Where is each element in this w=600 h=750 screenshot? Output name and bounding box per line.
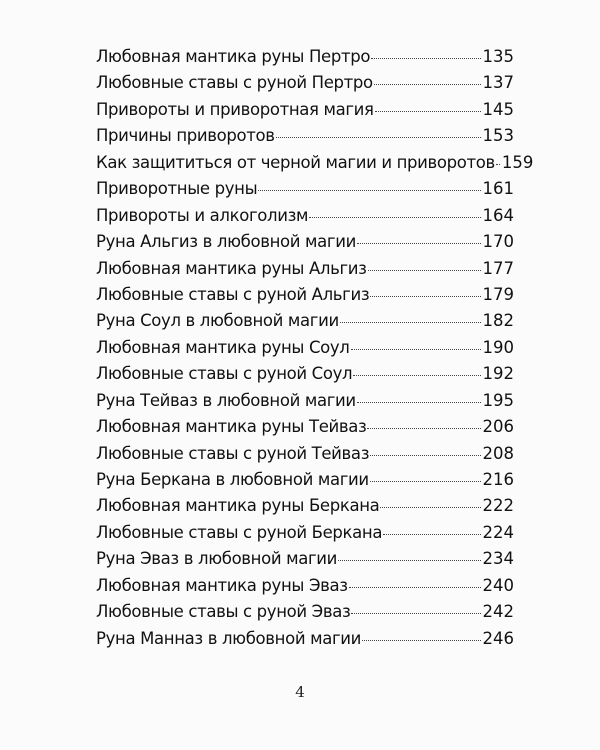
toc-entry	[96, 441, 514, 467]
toc-entry-title: Любовная мантика руны Соул	[96, 337, 350, 357]
dot-leader	[496, 163, 500, 165]
toc-entry	[96, 573, 514, 599]
toc-entry-title: Любовная мантика руны Альгиз	[96, 258, 367, 278]
toc-entry	[96, 229, 514, 255]
toc-entry-title: Любовные ставы с руной Эваз	[96, 602, 351, 622]
toc-entry-title: Руна Манназ в любовной магии	[96, 628, 362, 648]
dot-leader	[362, 639, 480, 641]
toc-entry-page: 242	[482, 602, 514, 622]
page-number: 4	[295, 683, 305, 701]
toc-entry-page: 164	[482, 205, 514, 225]
dot-leader	[351, 612, 480, 614]
dot-leader	[375, 110, 481, 112]
dot-leader	[370, 480, 481, 482]
dot-leader	[338, 559, 480, 561]
toc-entry	[96, 44, 514, 70]
dot-leader	[258, 189, 480, 191]
toc-entry	[96, 97, 514, 123]
toc-entry-title: Любовные ставы с руной Тейваз	[96, 443, 370, 463]
toc-entry	[96, 546, 514, 572]
toc-entry-page: 137	[482, 73, 514, 93]
toc-entry	[96, 70, 514, 96]
toc-entry-title: Любовные ставы с руной Альгиз	[96, 284, 370, 304]
toc-entry-title: Любовная мантика руны Пертро	[96, 47, 371, 66]
toc-entry-page: 161	[482, 179, 514, 199]
toc-entry	[96, 256, 514, 282]
toc-entry-title: Любовная мантика руны Беркана	[96, 496, 380, 516]
toc-entry-title: Руна Беркана в любовной магии	[96, 470, 369, 489]
toc-entry	[96, 176, 514, 202]
toc-entry-page: 153	[482, 126, 514, 146]
toc-entry	[96, 282, 514, 308]
toc-entry	[96, 203, 514, 229]
toc-entry	[96, 123, 514, 149]
toc-entry-page: 246	[482, 628, 514, 648]
toc-entry-title: Привороты и приворотная магия	[96, 99, 374, 119]
toc-entry	[96, 361, 514, 387]
toc-entry-page: 206	[482, 417, 514, 437]
toc-entry-page: 145	[482, 99, 514, 119]
toc-entry-page: 216	[482, 470, 514, 489]
toc-entry-title: Любовные ставы с руной Соул	[96, 364, 353, 384]
toc-entry-title: Любовная мантика руны Эваз	[96, 575, 348, 595]
dot-leader	[357, 401, 481, 403]
dot-leader	[383, 533, 480, 535]
toc-entry	[96, 388, 514, 414]
toc-entry	[96, 626, 514, 652]
table-of-contents	[96, 44, 534, 652]
toc-entry	[96, 308, 514, 334]
toc-entry-page: 240	[482, 575, 514, 595]
toc-entry-page: 222	[482, 496, 514, 516]
toc-entry	[96, 520, 514, 546]
dot-leader	[353, 374, 480, 376]
dot-leader	[374, 83, 481, 85]
dot-leader	[368, 269, 481, 271]
toc-entry-page: 192	[482, 364, 514, 384]
dot-leader	[370, 454, 480, 456]
toc-entry	[96, 467, 514, 493]
toc-entry-page: 190	[482, 337, 514, 357]
toc-entry-page: 195	[482, 390, 514, 410]
toc-entry	[96, 414, 514, 440]
dot-leader	[371, 57, 480, 59]
dot-leader	[367, 427, 480, 429]
dot-leader	[380, 506, 480, 508]
toc-entry-page: 177	[482, 258, 514, 278]
toc-entry-title: Приворотные руны	[96, 179, 258, 199]
dot-leader	[276, 136, 481, 138]
dot-leader	[370, 295, 480, 297]
toc-entry-page: 182	[482, 311, 514, 331]
toc-entry-page: 159	[501, 152, 534, 172]
toc-entry	[96, 493, 514, 519]
toc-entry-title: Любовные ставы с руной Пертро	[96, 73, 373, 93]
toc-entry-title: Руна Эваз в любовной магии	[96, 549, 338, 569]
toc-entry-title: Руна Соул в любовной магии	[96, 311, 339, 331]
toc-entry-title: Руна Тейваз в любовной магии	[96, 390, 356, 410]
toc-entry-page: 179	[482, 284, 514, 304]
dot-leader	[349, 586, 481, 588]
toc-entry	[96, 150, 534, 176]
dot-leader	[340, 321, 481, 323]
toc-entry-title: Как защититься от черной магии и приворотов	[96, 152, 495, 172]
toc-entry-page: 135	[482, 47, 514, 66]
toc-entry-title: Привороты и алкоголизм	[96, 205, 309, 225]
dot-leader	[351, 348, 481, 350]
dot-leader	[357, 242, 481, 244]
toc-entry-title: Любовная мантика руны Тейваз	[96, 417, 367, 437]
toc-entry-page: 224	[482, 522, 514, 542]
toc-entry	[96, 335, 514, 361]
toc-entry-title: Причины приворотов	[96, 126, 275, 146]
toc-entry-title: Руна Альгиз в любовной магии	[96, 232, 356, 252]
toc-entry-page: 234	[482, 549, 514, 569]
dot-leader	[309, 216, 480, 218]
toc-entry-page: 170	[482, 232, 514, 252]
toc-entry	[96, 599, 514, 625]
toc-entry-page: 208	[482, 443, 514, 463]
toc-entry-title: Любовные ставы с руной Беркана	[96, 522, 383, 542]
